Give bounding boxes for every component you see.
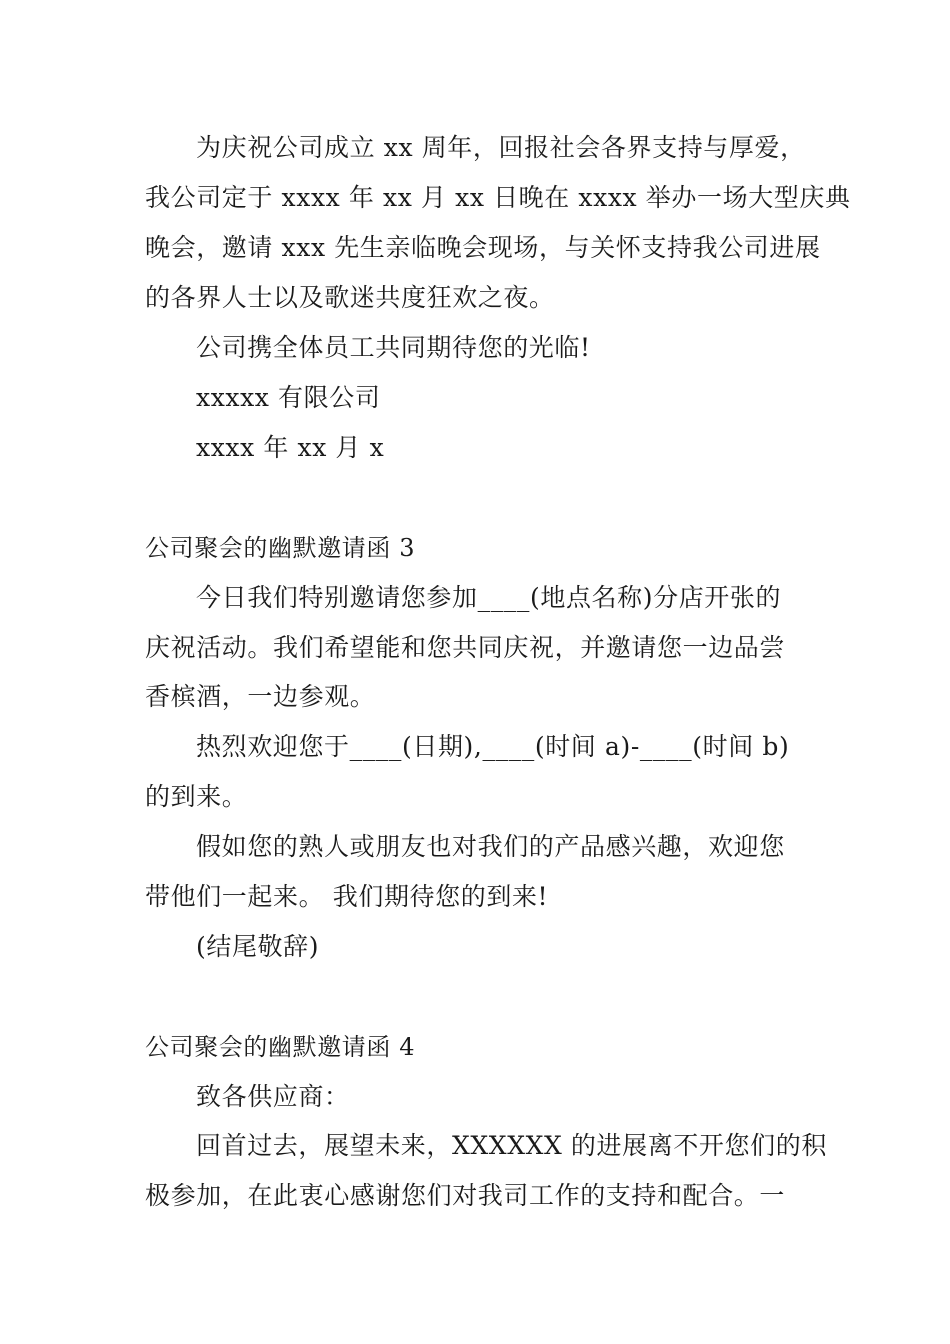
text-line: 庆祝活动。我们希望能和您共同庆祝，并邀请您一边品尝	[145, 633, 786, 662]
text-line: 公司携全体员工共同期待您的光临!	[196, 333, 591, 362]
section-heading-4: 公司聚会的幽默邀请函 4	[145, 1033, 416, 1061]
text-line: 我公司定于 xxxx 年 xx 月 xx 日晚在 xxxx 举办一场大型庆典	[145, 183, 851, 212]
section-heading-3: 公司聚会的幽默邀请函 3	[145, 534, 416, 562]
text-line: 为庆祝公司成立 xx 周年，回报社会各界支持与厚爱，	[196, 133, 806, 162]
salutation: 致各供应商：	[196, 1082, 350, 1111]
text-line: 的到来。	[145, 782, 248, 811]
company-name: xxxxx 有限公司	[196, 383, 381, 412]
text-line: 回首过去，展望未来，XXXXXX 的进展离不开您们的积	[196, 1131, 827, 1160]
text-line: 的各界人士以及歌迷共度狂欢之夜。	[145, 283, 555, 312]
text-line: 热烈欢迎您于____(日期),____(时间 a)-____(时间 b)	[196, 732, 790, 761]
closing-remark: (结尾敬辞)	[196, 932, 320, 961]
text-line: 假如您的熟人或朋友也对我们的产品感兴趣，欢迎您	[196, 832, 785, 861]
date-line: xxxx 年 xx 月 x	[196, 433, 385, 462]
text-line: 香槟酒，一边参观。	[145, 682, 376, 711]
text-line: 带他们一起来。 我们期待您的到来!	[145, 882, 549, 911]
text-line: 今日我们特别邀请您参加____(地点名称)分店开张的	[196, 583, 782, 612]
text-line: 晚会，邀请 xxx 先生亲临晚会现场，与关怀支持我公司进展	[145, 233, 821, 262]
text-line: 极参加，在此衷心感谢您们对我司工作的支持和配合。一	[145, 1181, 786, 1210]
